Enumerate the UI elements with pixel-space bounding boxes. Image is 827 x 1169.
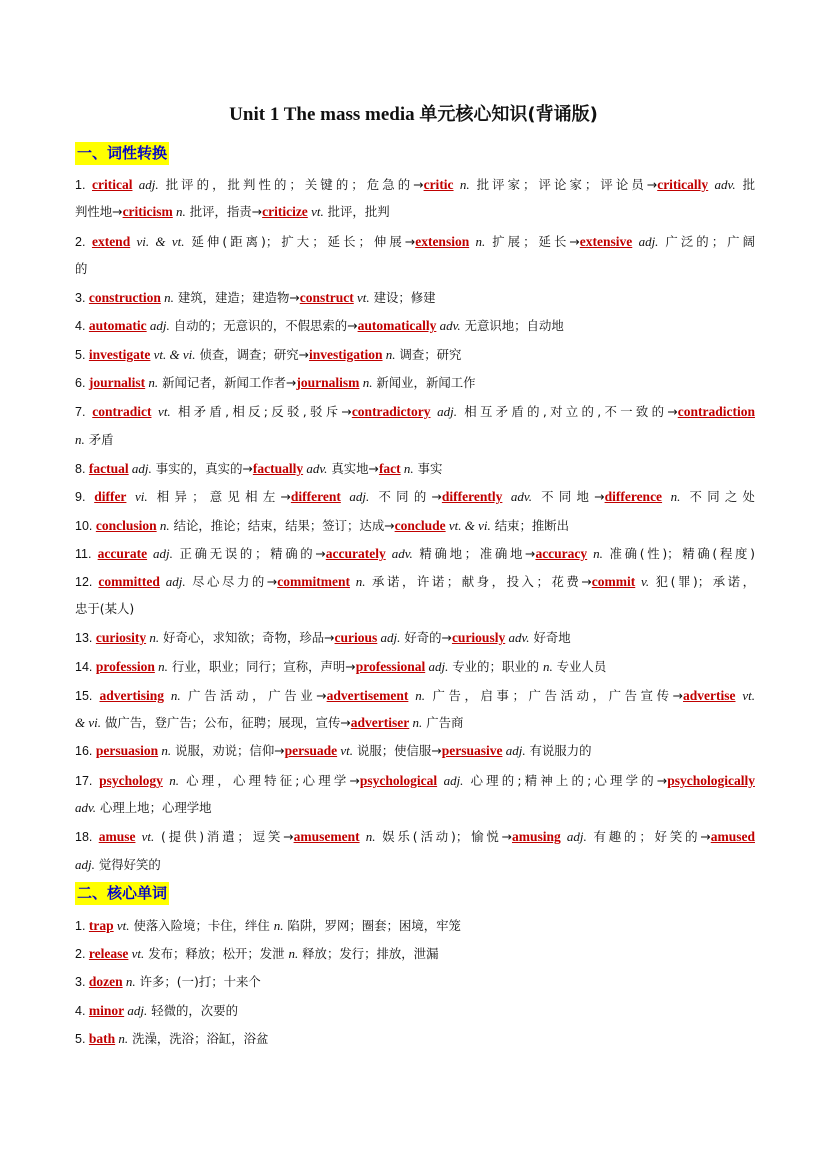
keyword: advertising — [99, 688, 164, 703]
definition: 陷阱，罗网；圈套；困境，牢笼 — [283, 918, 461, 933]
entry-line — [75, 203, 755, 221]
arrow-icon: → — [413, 177, 424, 192]
arrow-icon: → — [441, 630, 452, 645]
keyword: amusement — [293, 829, 360, 844]
definition: 广告商 — [422, 715, 464, 730]
definition: 扩展；延长 — [485, 234, 570, 249]
definition: 不同地 — [531, 489, 595, 504]
entry-line — [75, 600, 755, 618]
keyword: persuasive — [441, 743, 503, 758]
section-heading-core-words: 二、核心单词 — [75, 882, 169, 905]
keyword: construction — [88, 290, 161, 305]
part-of-speech: n. — [163, 688, 181, 703]
definition: 批 — [735, 177, 755, 192]
part-of-speech: n. — [469, 234, 486, 249]
definition: 做广告，登广告；公布，征聘；展现，宣传 — [101, 715, 341, 730]
part-of-speech: n. — [288, 946, 299, 961]
arrow-icon: → — [340, 715, 351, 730]
arrow-icon: → — [341, 404, 352, 419]
definition: 准确(性)；精确(程度) — [602, 546, 755, 561]
keyword: advertisement — [326, 688, 409, 703]
definition: 好奇心，求知欲；奇物，珍品 — [159, 630, 325, 645]
keyword: contradiction — [677, 404, 755, 419]
entry-line — [75, 828, 755, 846]
keyword: release — [88, 946, 129, 961]
arrow-icon: → — [242, 461, 253, 476]
part-of-speech: vi. & vt. — [130, 234, 185, 249]
part-of-speech: adj. — [502, 743, 526, 758]
keyword: amusing — [511, 829, 561, 844]
part-of-speech: & vi. — [75, 715, 101, 730]
keyword: persuade — [284, 743, 338, 758]
item-number: 16. — [75, 744, 96, 758]
definition: 新闻业，新闻工作 — [372, 375, 476, 390]
part-of-speech: adj. — [560, 829, 587, 844]
keyword: contradictory — [351, 404, 431, 419]
keyword: curious — [334, 630, 378, 645]
keyword: extend — [91, 234, 131, 249]
keyword: construct — [299, 290, 354, 305]
part-of-speech: n. — [122, 974, 136, 989]
part-of-speech: vt. — [735, 688, 755, 703]
definition: 心理的;精神上的;心理学的 — [463, 773, 657, 788]
definition: 洗澡，洗浴；浴缸，浴盆 — [128, 1031, 269, 1046]
part-of-speech: adj. — [132, 177, 159, 192]
part-of-speech: adv. — [303, 461, 328, 476]
entry-line — [75, 1030, 755, 1048]
definition: 广泛的；广阔 — [658, 234, 755, 249]
part-of-speech: adv. — [708, 177, 736, 192]
definition: 新闻记者，新闻工作者 — [158, 375, 287, 390]
item-number: 15. — [75, 689, 100, 703]
keyword: extensive — [579, 234, 633, 249]
item-number: 9. — [75, 490, 95, 504]
entry-line — [75, 573, 755, 591]
item-number: 17. — [75, 774, 100, 788]
part-of-speech: adj. — [377, 630, 401, 645]
definition: 真实地 — [327, 461, 369, 476]
definition: 的 — [75, 261, 88, 276]
part-of-speech: n. — [359, 375, 373, 390]
keyword: journalist — [88, 375, 146, 390]
keyword: psychologically — [667, 773, 755, 788]
definition: 广告，启事；广告活动，广告宣传 — [424, 688, 673, 703]
keyword: critic — [423, 177, 454, 192]
definition: 建筑，建造；建造物 — [173, 290, 290, 305]
part-of-speech: n. — [160, 290, 174, 305]
keyword: bath — [88, 1031, 116, 1046]
item-number: 1. — [75, 178, 92, 192]
entry-line — [75, 460, 755, 478]
definition: 相异；意见相左 — [147, 489, 281, 504]
title-en: Unit 1 The mass media — [229, 104, 415, 125]
definition: 专业人员 — [552, 659, 607, 674]
part-of-speech: n. — [172, 204, 186, 219]
item-number: 10. — [75, 519, 96, 533]
definition: 发布；释放；松开；发泄 — [144, 946, 289, 961]
part-of-speech: vt. — [113, 918, 130, 933]
keyword: professional — [355, 659, 426, 674]
part-of-speech: n. — [273, 918, 284, 933]
arrow-icon: → — [324, 630, 335, 645]
definition: 自动的；无意识的，不假思索的 — [169, 318, 348, 333]
part-of-speech: adj. — [425, 659, 449, 674]
part-of-speech: n. — [75, 432, 85, 447]
keyword: accurately — [325, 546, 386, 561]
part-of-speech: n. — [453, 177, 470, 192]
part-of-speech: adv. — [505, 630, 530, 645]
keyword: commit — [591, 574, 636, 589]
keyword: advertiser — [350, 715, 410, 730]
keyword: amuse — [98, 829, 136, 844]
part-of-speech: n. — [542, 659, 553, 674]
definition: 行业，职业；同行；宣称，声明 — [167, 659, 346, 674]
keyword: conclusion — [95, 518, 157, 533]
definition: 批评的，批判性的；关键的；危急的 — [158, 177, 414, 192]
entry-line — [75, 545, 755, 563]
part-of-speech: n. — [146, 630, 160, 645]
keyword: commitment — [277, 574, 350, 589]
definition: 调查；研究 — [395, 347, 462, 362]
definition: 娱乐(活动)；愉悦 — [375, 829, 502, 844]
part-of-speech: vt. — [353, 290, 370, 305]
keyword: curiosity — [95, 630, 147, 645]
keyword: investigation — [309, 347, 383, 362]
entry-line — [75, 629, 755, 647]
arrow-icon: → — [368, 461, 379, 476]
arrow-icon: → — [289, 290, 300, 305]
definition: 侦查，调查；研究 — [195, 347, 299, 362]
item-number: 3. — [75, 975, 89, 989]
definition: 矛盾 — [84, 432, 114, 447]
part-of-speech: adv. — [502, 489, 532, 504]
definition: 结论，推论；结束，结果；签订；达成 — [169, 518, 385, 533]
entry-line — [75, 233, 755, 251]
definition: 建设；修建 — [369, 290, 436, 305]
arrow-icon: → — [316, 688, 327, 703]
definition: 相矛盾,相反;反驳,驳斥 — [170, 404, 342, 419]
entry-line — [75, 742, 755, 760]
part-of-speech: vt. — [151, 404, 171, 419]
keyword: conclude — [394, 518, 446, 533]
part-of-speech: adj. — [124, 1003, 148, 1018]
arrow-icon: → — [349, 773, 360, 788]
keyword: advertise — [683, 688, 736, 703]
part-of-speech: n. — [409, 715, 423, 730]
entry-line — [75, 658, 755, 676]
entry-line — [75, 431, 755, 449]
definition: 尽心尽力的 — [185, 574, 267, 589]
entry-line — [75, 374, 755, 392]
part-of-speech: n. — [408, 688, 425, 703]
definition: 正确无误的；精确的 — [172, 546, 316, 561]
keyword: difference — [604, 489, 663, 504]
part-of-speech: vt. — [135, 829, 155, 844]
definition: 事实 — [413, 461, 443, 476]
item-number: 18. — [75, 830, 99, 844]
part-of-speech: adj. — [146, 318, 170, 333]
entry-line — [75, 1002, 755, 1020]
keyword: minor — [88, 1003, 125, 1018]
arrow-icon: → — [345, 659, 356, 674]
title-cn: 单元核心知识(背诵版) — [419, 104, 598, 125]
item-number: 6. — [75, 376, 89, 390]
keyword: profession — [95, 659, 155, 674]
definition: 有说服力的 — [525, 743, 592, 758]
part-of-speech: n. — [359, 829, 376, 844]
keyword: persuasion — [95, 743, 159, 758]
part-of-speech: adj. — [430, 404, 457, 419]
keyword: committed — [98, 574, 160, 589]
definition: 心理上地；心理学地 — [96, 800, 212, 815]
entry-line — [75, 687, 755, 705]
keyword: automatically — [357, 318, 437, 333]
keyword: differently — [441, 489, 503, 504]
keyword: journalism — [296, 375, 360, 390]
part-of-speech: adj. — [632, 234, 659, 249]
definition: 延伸(距离)；扩大；延长；伸展 — [184, 234, 405, 249]
definition: 好奇的 — [400, 630, 442, 645]
entry-line — [75, 346, 755, 364]
definition: 心理，心理特征;心理学 — [179, 773, 350, 788]
keyword: factually — [252, 461, 304, 476]
definition: 有趣的；好笑的 — [586, 829, 701, 844]
keyword: criticism — [122, 204, 173, 219]
arrow-icon: → — [112, 204, 123, 219]
part-of-speech: n. — [154, 659, 168, 674]
entry-line — [75, 772, 755, 790]
definition: 许多；(一)打；十来个 — [135, 974, 261, 989]
definition: 不同之处 — [680, 489, 755, 504]
part-of-speech: adj. — [75, 857, 95, 872]
arrow-icon: → — [594, 489, 605, 504]
keyword: automatic — [88, 318, 147, 333]
item-number: 2. — [75, 947, 89, 961]
arrow-icon: → — [672, 688, 684, 703]
definition: 觉得好笑的 — [94, 857, 161, 872]
part-of-speech: n. — [587, 546, 603, 561]
definition: 犯(罪)；承诺， — [649, 574, 755, 589]
keyword: contradict — [92, 404, 152, 419]
part-of-speech: vt. & vi. — [445, 518, 491, 533]
definition: 说服；使信服 — [353, 743, 432, 758]
item-number: 4. — [75, 319, 89, 333]
part-of-speech: adv. — [75, 800, 97, 815]
arrow-icon: → — [274, 743, 285, 758]
arrow-icon: → — [384, 518, 395, 533]
definition: 好奇地 — [529, 630, 571, 645]
arrow-icon: → — [283, 829, 294, 844]
entry-line — [75, 799, 755, 817]
part-of-speech: adj. — [437, 773, 464, 788]
item-number: 5. — [75, 348, 89, 362]
arrow-icon: → — [501, 829, 512, 844]
item-number: 7. — [75, 405, 93, 419]
part-of-speech: adj. — [128, 461, 152, 476]
definition: 相互矛盾的,对立的,不一致的 — [456, 404, 668, 419]
entry-line — [75, 917, 755, 935]
part-of-speech: n. — [145, 375, 159, 390]
item-number: 3. — [75, 291, 89, 305]
part-of-speech: n. — [662, 489, 681, 504]
keyword: criticize — [262, 204, 308, 219]
entry-line — [75, 517, 755, 535]
part-of-speech: adv. — [385, 546, 413, 561]
part-of-speech: adj. — [340, 489, 370, 504]
part-of-speech: n. — [349, 574, 366, 589]
definition: 判性地 — [75, 204, 113, 219]
arrow-icon: → — [251, 204, 263, 219]
item-number: 8. — [75, 462, 89, 476]
part-of-speech: n. — [382, 347, 396, 362]
item-number: 2. — [75, 235, 92, 249]
entry-line — [75, 260, 755, 278]
section-heading-word-forms: 一、词性转换 — [75, 142, 169, 165]
definition: 轻微的，次要的 — [147, 1003, 238, 1018]
arrow-icon: → — [569, 234, 580, 249]
arrow-icon: → — [525, 546, 536, 561]
arrow-icon: → — [581, 574, 592, 589]
definition: 精确地；准确地 — [412, 546, 526, 561]
keyword: extension — [415, 234, 470, 249]
definition: (提供)消遣；逗笑 — [154, 829, 284, 844]
arrow-icon: → — [656, 773, 668, 788]
entry-line — [75, 714, 755, 732]
item-number: 4. — [75, 1004, 89, 1018]
definition: 批评，批判 — [323, 204, 390, 219]
entry-line — [75, 289, 755, 307]
keyword: fact — [378, 461, 401, 476]
keyword: accuracy — [535, 546, 588, 561]
keyword: critical — [91, 177, 133, 192]
definition: 事实的，真实的 — [151, 461, 243, 476]
definition: 批评，指责 — [185, 204, 252, 219]
definition: 专业的；职业的 — [448, 659, 543, 674]
arrow-icon: → — [667, 404, 678, 419]
keyword: psychology — [99, 773, 163, 788]
part-of-speech: vi. — [126, 489, 148, 504]
definition: 结束；推断出 — [490, 518, 570, 533]
keyword: factual — [88, 461, 129, 476]
arrow-icon: → — [700, 829, 711, 844]
part-of-speech: vt. — [337, 743, 354, 758]
arrow-icon: → — [431, 743, 442, 758]
part-of-speech: v. — [635, 574, 650, 589]
arrow-icon: → — [266, 574, 278, 589]
arrow-icon: → — [646, 177, 658, 192]
definition: 忠于(某人) — [75, 601, 135, 616]
arrow-icon: → — [347, 318, 358, 333]
part-of-speech: adj. — [159, 574, 186, 589]
item-number: 12. — [75, 575, 99, 589]
item-number: 11. — [75, 547, 98, 561]
keyword: investigate — [88, 347, 151, 362]
definition: 不同的 — [369, 489, 432, 504]
definition: 说服，劝说；信仰 — [171, 743, 275, 758]
definition: 释放；发行；排放，泄漏 — [298, 946, 439, 961]
entry-line — [75, 856, 755, 874]
definition: 批评家；评论家；评论员 — [469, 177, 647, 192]
part-of-speech: n. — [162, 773, 180, 788]
keyword: amused — [710, 829, 755, 844]
keyword: different — [290, 489, 341, 504]
keyword: psychological — [359, 773, 438, 788]
keyword: accurate — [97, 546, 148, 561]
entry-line — [75, 403, 755, 421]
definition: 使落入险境；卡住，绊住 — [129, 918, 274, 933]
part-of-speech: vt. — [128, 946, 145, 961]
part-of-speech: vt. — [307, 204, 324, 219]
keyword: dozen — [88, 974, 123, 989]
definition: 无意识地；自动地 — [460, 318, 564, 333]
keyword: critically — [657, 177, 709, 192]
keyword: trap — [88, 918, 114, 933]
part-of-speech: n. — [115, 1031, 129, 1046]
part-of-speech: n. — [158, 743, 172, 758]
part-of-speech: n. — [400, 461, 414, 476]
part-of-speech: n. — [156, 518, 170, 533]
part-of-speech: adv. — [436, 318, 461, 333]
arrow-icon: → — [298, 347, 310, 362]
part-of-speech: vt. & vi. — [150, 347, 196, 362]
part-of-speech: adj. — [147, 546, 173, 561]
entry-line — [75, 488, 755, 506]
arrow-icon: → — [315, 546, 326, 561]
entry-line — [75, 317, 755, 335]
arrow-icon: → — [404, 234, 416, 249]
entry-line — [75, 973, 755, 991]
definition: 广告活动，广告业 — [180, 688, 317, 703]
item-number: 13. — [75, 631, 96, 645]
definition: 承诺，许诺；献身，投入；花费 — [365, 574, 582, 589]
arrow-icon: → — [431, 489, 442, 504]
arrow-icon: → — [286, 375, 297, 390]
entry-line — [75, 176, 755, 194]
item-number: 1. — [75, 919, 89, 933]
keyword: differ — [94, 489, 127, 504]
page-title — [0, 100, 827, 126]
item-number: 5. — [75, 1032, 89, 1046]
entry-line — [75, 945, 755, 963]
arrow-icon: → — [280, 489, 291, 504]
item-number: 14. — [75, 660, 96, 674]
keyword: curiously — [451, 630, 506, 645]
